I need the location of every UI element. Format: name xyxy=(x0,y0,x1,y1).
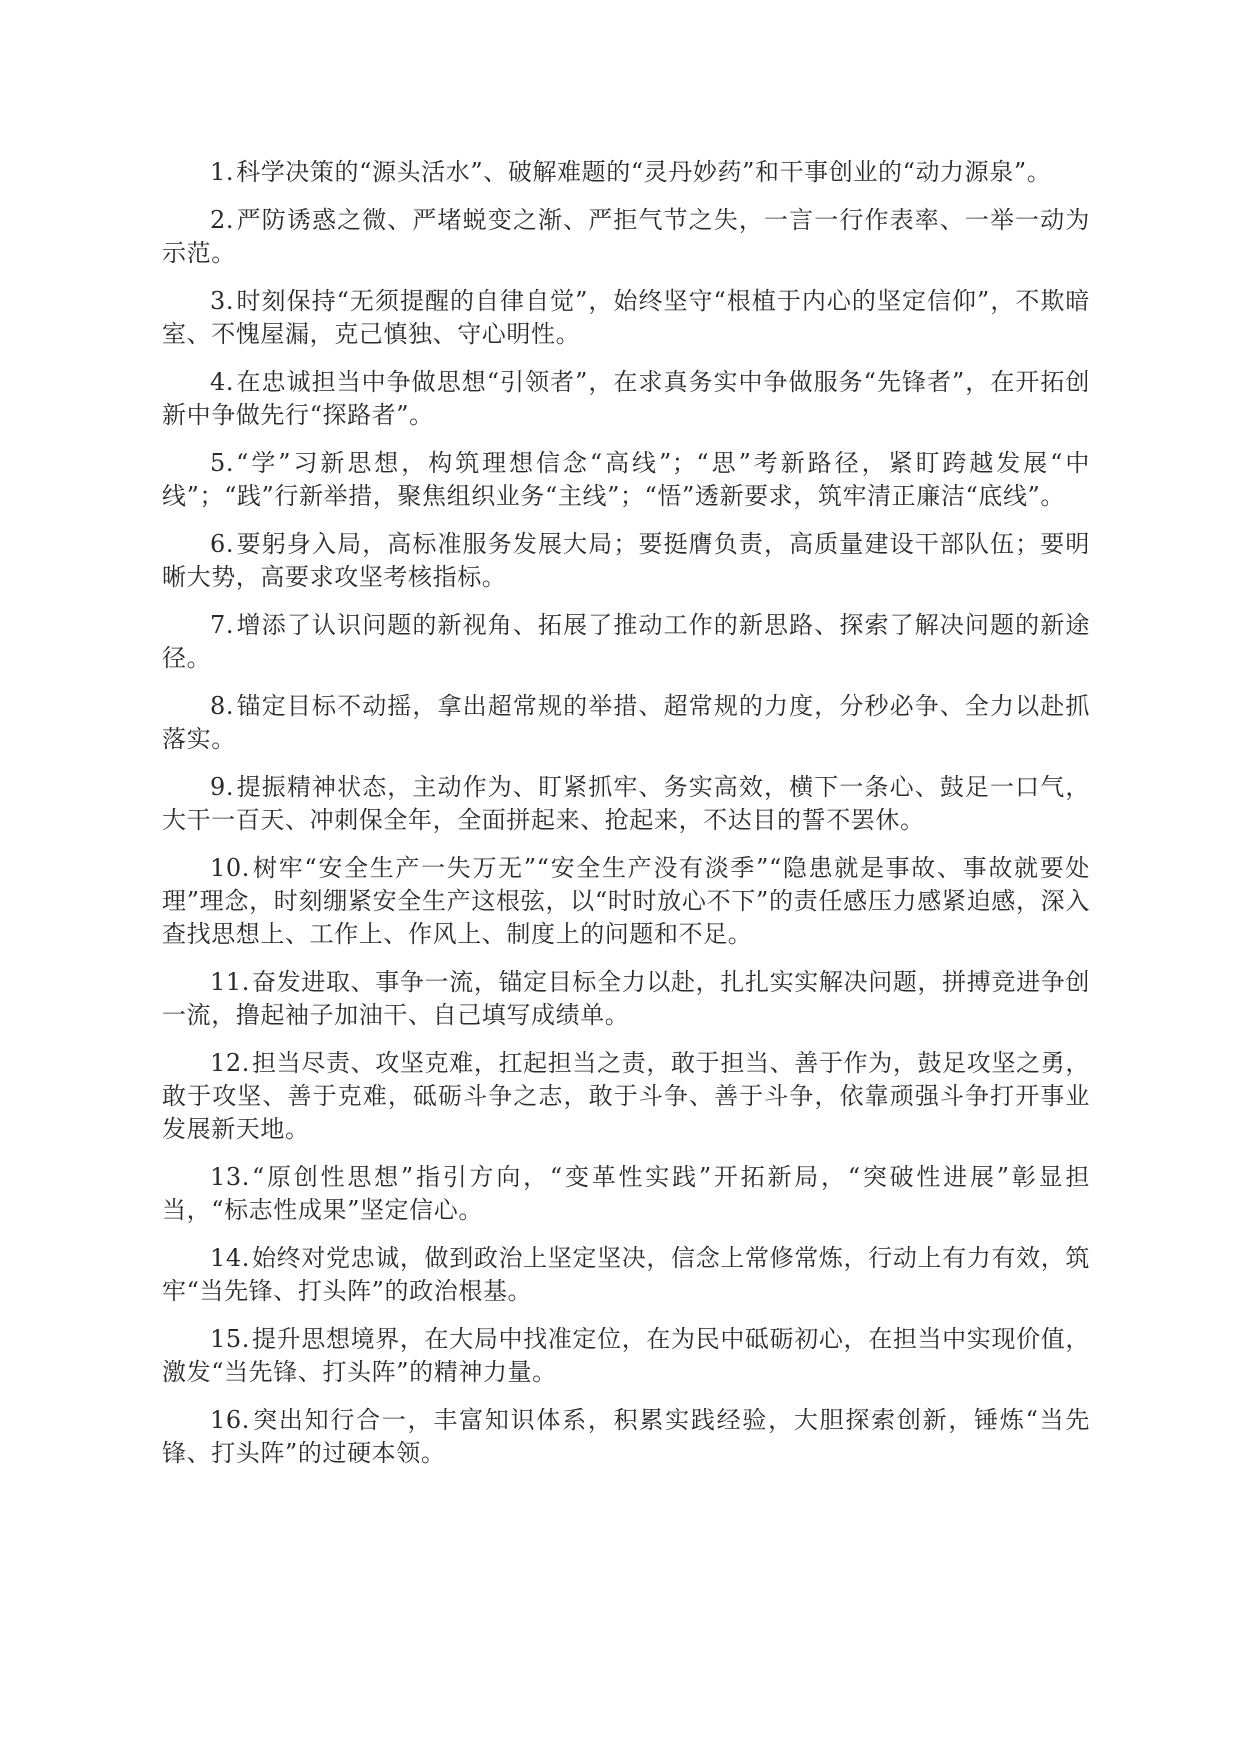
item-number: 7. xyxy=(210,611,235,639)
item-number: 8. xyxy=(210,692,235,720)
item-number: 12. xyxy=(210,1049,250,1077)
item-text: “原创性思想”指引方向，“变革性实践”开拓新局，“突破性进展”彰显担当，“标志性成果”坚定信心。 xyxy=(162,1163,1090,1224)
item-number: 3. xyxy=(210,287,235,315)
list-item xyxy=(162,690,1090,756)
item-text: 担当尽责、攻坚克难，扛起担当之责，敢于担当、善于作为，鼓足攻坚之勇，敢于攻坚、善于克难，砥砺斗争之志，敢于斗争、善于斗争，依靠顽强斗争打开事业发展新天地。 xyxy=(162,1049,1090,1143)
item-number: 2. xyxy=(210,206,235,234)
list-item xyxy=(162,285,1090,351)
item-text: 时刻保持“无须提醒的自律自觉”，始终坚守“根植于内心的坚定信仰”，不欺暗室、不愧屋漏，克己慎独、守心明性。 xyxy=(162,287,1090,348)
list-item xyxy=(162,1047,1090,1146)
list-item xyxy=(162,609,1090,675)
item-number: 1. xyxy=(210,158,235,186)
item-text: 在忠诚担当中争做思想“引领者”，在求真务实中争做服务“先锋者”，在开拓创新中争做先行“探路者”。 xyxy=(162,368,1090,429)
item-text: 增添了认识问题的新视角、拓展了推动工作的新思路、探索了解决问题的新途径。 xyxy=(162,611,1090,672)
list-item xyxy=(162,1161,1090,1227)
list-item xyxy=(162,204,1090,270)
item-number: 14. xyxy=(210,1244,250,1272)
list-item xyxy=(162,1242,1090,1308)
item-number: 9. xyxy=(210,773,235,801)
item-number: 4. xyxy=(210,368,235,396)
list-item xyxy=(162,966,1090,1032)
list-item xyxy=(162,156,1090,189)
item-text: “学”习新思想，构筑理想信念“高线”；“思”考新路径，紧盯跨越发展“中线”；“践”行新举措，聚焦组织业务“主线”；“悟”透新要求，筑牢清正廉洁“底线”。 xyxy=(162,449,1090,510)
item-number: 5. xyxy=(210,449,235,477)
item-text: 突出知行合一，丰富知识体系，积累实践经验，大胆探索创新，锤炼“当先锋、打头阵”的过硬本领。 xyxy=(162,1406,1090,1467)
item-number: 16. xyxy=(210,1406,250,1434)
list-item xyxy=(162,771,1090,837)
item-number: 13. xyxy=(210,1163,250,1191)
item-number: 6. xyxy=(210,530,235,558)
list-item xyxy=(162,366,1090,432)
item-number: 11. xyxy=(210,968,250,996)
item-text: 始终对党忠诚，做到政治上坚定坚决，信念上常修常炼，行动上有力有效，筑牢“当先锋、打头阵”的政治根基。 xyxy=(162,1244,1090,1305)
item-text: 要躬身入局，高标准服务发展大局；要挺膺负责，高质量建设干部队伍；要明晰大势，高要求攻坚考核指标。 xyxy=(162,530,1090,591)
list-item xyxy=(162,1323,1090,1389)
item-number: 15. xyxy=(210,1325,250,1353)
list-item xyxy=(162,852,1090,951)
item-text: 科学决策的“源头活水”、破解难题的“灵丹妙药”和干事创业的“动力源泉”。 xyxy=(236,158,1052,186)
item-number: 10. xyxy=(210,854,250,882)
item-text: 奋发进取、事争一流，锚定目标全力以赴，扎扎实实解决问题，拼搏竞进争创一流，撸起袖子加油干、自己填写成绩单。 xyxy=(162,968,1090,1029)
item-text: 树牢“安全生产一失万无”“安全生产没有淡季”“隐患就是事故、事故就要处理”理念，时刻绷紧安全生产这根弦，以“时时放心不下”的责任感压力感紧迫感，深入查找思想上、工作上、作风上、制度上的问题和不足。 xyxy=(162,854,1090,948)
document-page xyxy=(162,156,1090,1485)
item-text: 提升思想境界，在大局中找准定位，在为民中砥砺初心，在担当中实现价值，激发“当先锋、打头阵”的精神力量。 xyxy=(162,1325,1090,1386)
item-text: 提振精神状态，主动作为、盯紧抓牢、务实高效，横下一条心、鼓足一口气，大干一百天、冲刺保全年，全面拼起来、抢起来，不达目的誓不罢休。 xyxy=(162,773,1090,834)
list-item xyxy=(162,447,1090,513)
list-item xyxy=(162,528,1090,594)
item-text: 锚定目标不动摇，拿出超常规的举措、超常规的力度，分秒必争、全力以赴抓落实。 xyxy=(162,692,1090,753)
item-text: 严防诱惑之微、严堵蜕变之渐、严拒气节之失，一言一行作表率、一举一动为示范。 xyxy=(162,206,1090,267)
list-item xyxy=(162,1404,1090,1470)
